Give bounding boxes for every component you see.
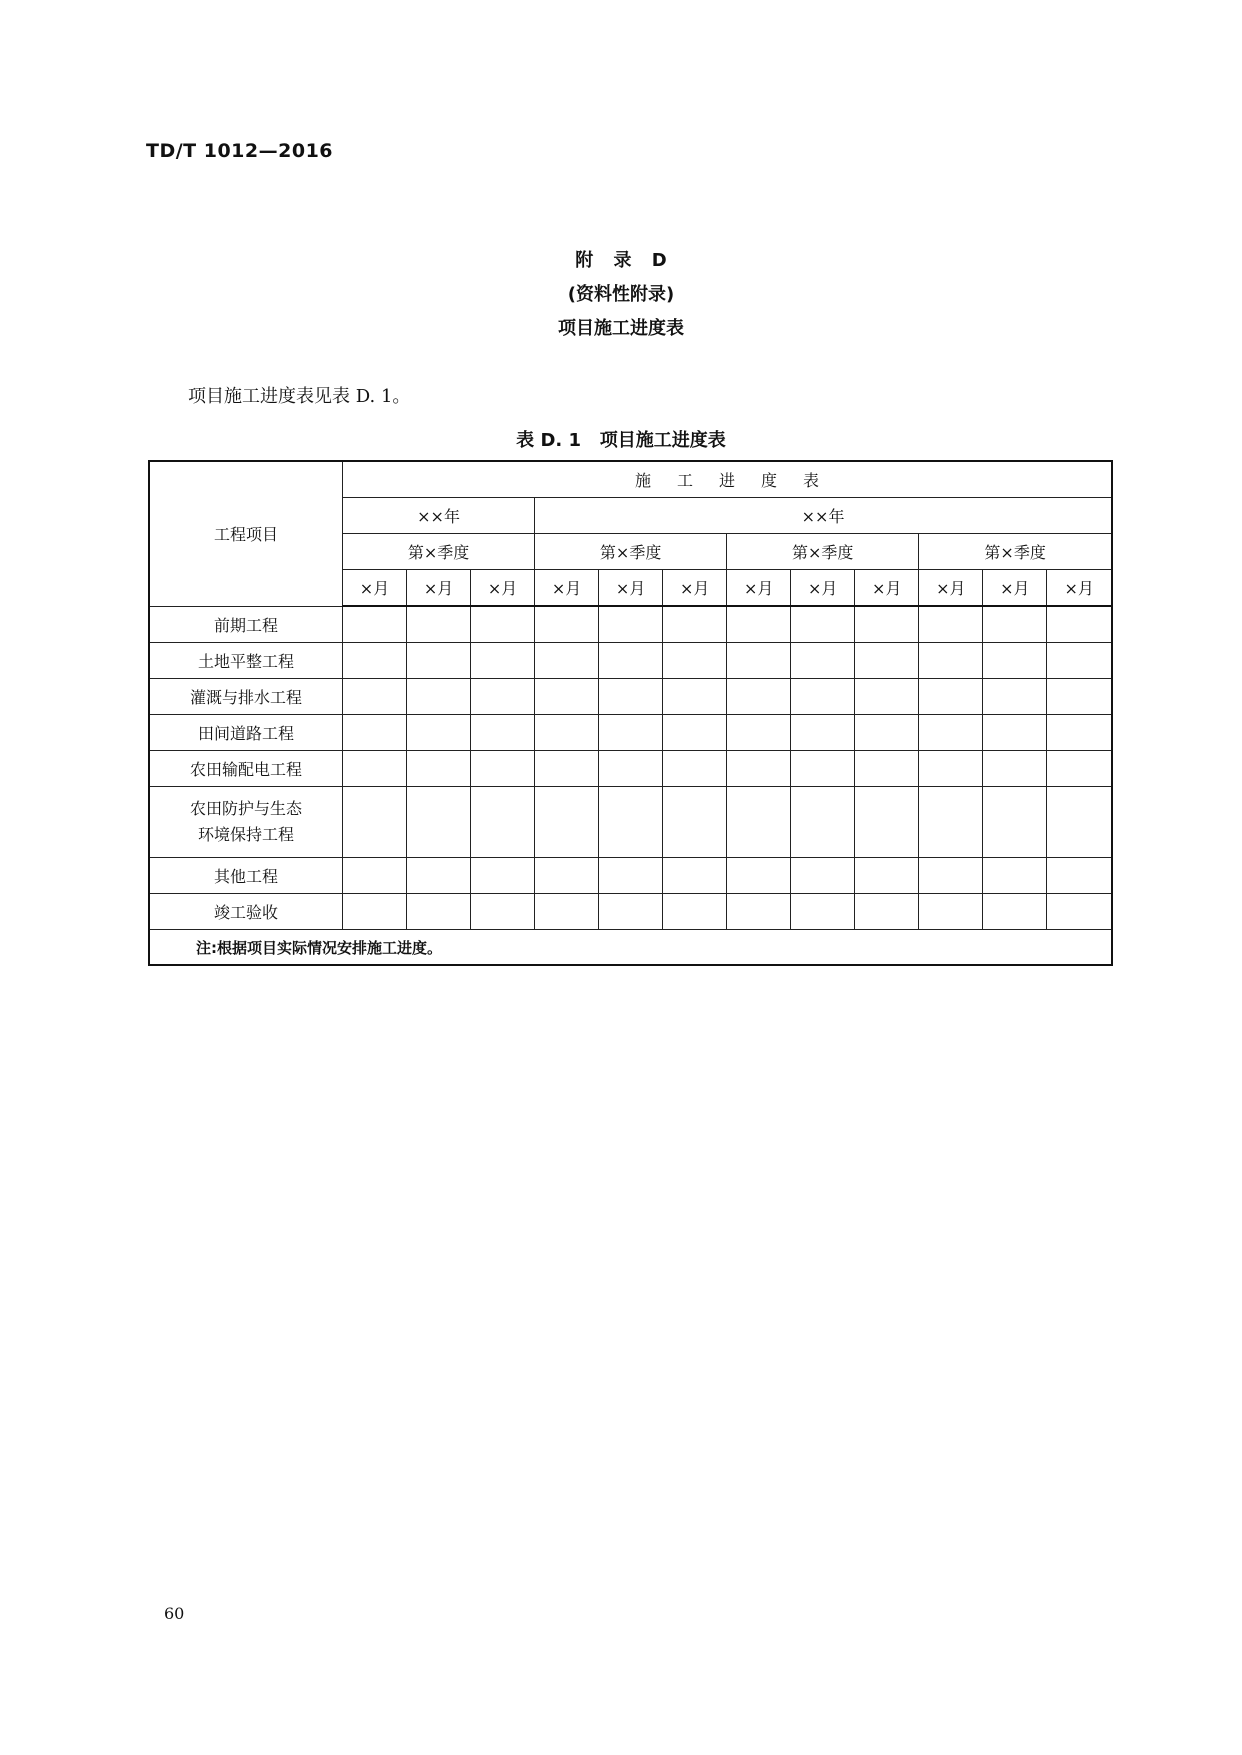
schedule-cell xyxy=(407,606,471,643)
schedule-cell xyxy=(407,643,471,679)
schedule-cell xyxy=(791,606,855,643)
schedule-cell xyxy=(727,787,791,858)
table-note: 注:根据项目实际情况安排施工进度。 xyxy=(149,930,1112,966)
schedule-cell xyxy=(727,894,791,930)
schedule-cell xyxy=(791,787,855,858)
schedule-cell xyxy=(855,858,919,894)
quarter-header: 第×季度 xyxy=(919,534,1112,570)
schedule-cell xyxy=(663,715,727,751)
schedule-cell xyxy=(343,787,407,858)
schedule-cell xyxy=(983,643,1047,679)
schedule-cell xyxy=(919,606,983,643)
schedule-cell xyxy=(535,643,599,679)
schedule-cell xyxy=(343,679,407,715)
schedule-cell xyxy=(343,751,407,787)
schedule-cell xyxy=(791,894,855,930)
schedule-cell xyxy=(855,894,919,930)
schedule-cell xyxy=(471,715,535,751)
schedule-cell xyxy=(471,858,535,894)
schedule-title: 施工进度表 xyxy=(634,471,845,490)
schedule-table xyxy=(148,460,1113,966)
schedule-cell xyxy=(791,858,855,894)
table-caption: 表 D. 1 项目施工进度表 xyxy=(516,430,726,451)
schedule-cell xyxy=(855,643,919,679)
schedule-cell xyxy=(855,606,919,643)
schedule-cell xyxy=(407,679,471,715)
schedule-cell xyxy=(1047,679,1112,715)
work-item-label xyxy=(149,715,343,751)
schedule-cell xyxy=(983,858,1047,894)
work-item-label xyxy=(149,894,343,930)
schedule-cell xyxy=(535,679,599,715)
schedule-cell xyxy=(471,643,535,679)
page-number: 60 xyxy=(164,1604,185,1623)
schedule-cell xyxy=(855,787,919,858)
work-item-line: 灌溉与排水工程 xyxy=(189,688,302,707)
schedule-cell xyxy=(599,751,663,787)
quarter-header: 第×季度 xyxy=(727,534,919,570)
schedule-cell xyxy=(535,858,599,894)
schedule-cell xyxy=(727,858,791,894)
quarter-header: 第×季度 xyxy=(343,534,535,570)
schedule-cell xyxy=(663,606,727,643)
schedule-cell xyxy=(855,751,919,787)
work-item-label xyxy=(149,751,343,787)
schedule-cell xyxy=(663,751,727,787)
schedule-cell xyxy=(855,679,919,715)
table-row xyxy=(149,715,1112,751)
schedule-cell xyxy=(663,894,727,930)
table-row xyxy=(149,858,1112,894)
schedule-cell xyxy=(407,715,471,751)
table-row xyxy=(149,606,1112,643)
year-header-2: ××年 xyxy=(535,498,1112,534)
schedule-cell xyxy=(1047,751,1112,787)
work-item-line: 农田输配电工程 xyxy=(189,760,302,779)
schedule-cell xyxy=(791,715,855,751)
schedule-cell xyxy=(983,606,1047,643)
schedule-cell xyxy=(535,787,599,858)
work-item-label xyxy=(149,643,343,679)
month-header: ×月 xyxy=(535,570,599,607)
schedule-cell xyxy=(983,751,1047,787)
table-row xyxy=(149,751,1112,787)
schedule-cell xyxy=(599,858,663,894)
schedule-cell xyxy=(343,643,407,679)
schedule-cell xyxy=(599,643,663,679)
month-header: ×月 xyxy=(407,570,471,607)
schedule-cell xyxy=(791,751,855,787)
schedule-cell xyxy=(471,679,535,715)
schedule-cell xyxy=(343,715,407,751)
appendix-heading xyxy=(0,244,1242,346)
month-header: ×月 xyxy=(1047,570,1112,607)
work-item-line: 田间道路工程 xyxy=(197,724,294,743)
table-row xyxy=(149,787,1112,858)
quarter-header: 第×季度 xyxy=(535,534,727,570)
schedule-cell xyxy=(983,679,1047,715)
table-body xyxy=(149,606,1112,930)
schedule-cell xyxy=(599,787,663,858)
schedule-cell xyxy=(535,894,599,930)
schedule-cell xyxy=(727,679,791,715)
schedule-cell xyxy=(471,894,535,930)
month-header: ×月 xyxy=(983,570,1047,607)
schedule-cell xyxy=(471,787,535,858)
work-item-line: 前期工程 xyxy=(213,615,278,635)
appendix-title: 附 录 D xyxy=(575,250,667,271)
schedule-cell xyxy=(663,643,727,679)
schedule-cell xyxy=(343,894,407,930)
table-row xyxy=(149,679,1112,715)
schedule-cell xyxy=(535,606,599,643)
schedule-cell xyxy=(663,679,727,715)
schedule-cell xyxy=(727,715,791,751)
schedule-cell xyxy=(1047,715,1112,751)
schedule-cell xyxy=(727,606,791,643)
schedule-cell xyxy=(919,679,983,715)
schedule-cell xyxy=(919,751,983,787)
work-item-label xyxy=(149,787,343,858)
schedule-cell xyxy=(407,894,471,930)
schedule-cell xyxy=(1047,606,1112,643)
month-header: ×月 xyxy=(471,570,535,607)
appendix-subtitle: (资料性附录) xyxy=(567,284,675,305)
schedule-cell xyxy=(663,787,727,858)
schedule-cell xyxy=(471,606,535,643)
month-header: ×月 xyxy=(855,570,919,607)
schedule-cell xyxy=(471,751,535,787)
schedule-cell xyxy=(855,715,919,751)
schedule-cell xyxy=(983,787,1047,858)
schedule-cell xyxy=(727,643,791,679)
appendix-name: 项目施工进度表 xyxy=(558,318,684,339)
schedule-cell xyxy=(727,751,791,787)
month-header: ×月 xyxy=(599,570,663,607)
work-item-label xyxy=(149,606,343,643)
work-item-line: 竣工验收 xyxy=(213,903,278,922)
schedule-cell xyxy=(407,751,471,787)
year-header-1: ××年 xyxy=(343,498,535,534)
schedule-cell xyxy=(1047,894,1112,930)
schedule-cell xyxy=(407,787,471,858)
schedule-cell xyxy=(919,787,983,858)
schedule-cell xyxy=(535,715,599,751)
schedule-cell xyxy=(791,679,855,715)
work-item-label xyxy=(149,858,343,894)
schedule-cell xyxy=(983,715,1047,751)
row-header-cell: 工程项目 xyxy=(149,461,343,606)
table-row xyxy=(149,894,1112,930)
month-header: ×月 xyxy=(791,570,855,607)
schedule-cell xyxy=(343,606,407,643)
month-header: ×月 xyxy=(919,570,983,607)
schedule-cell xyxy=(599,606,663,643)
schedule-cell xyxy=(663,858,727,894)
schedule-title-cell xyxy=(343,461,1113,498)
work-item-line: 其他工程 xyxy=(213,867,278,886)
work-item-label xyxy=(149,679,343,715)
schedule-cell xyxy=(1047,787,1112,858)
month-header: ×月 xyxy=(727,570,791,607)
schedule-cell xyxy=(343,858,407,894)
schedule-cell xyxy=(1047,858,1112,894)
intro-text: 项目施工进度表见表 D. 1。 xyxy=(188,386,411,407)
schedule-cell xyxy=(599,715,663,751)
schedule-cell xyxy=(599,894,663,930)
standard-code: TD/T 1012—2016 xyxy=(146,140,334,162)
month-header: ×月 xyxy=(663,570,727,607)
work-item-line: 土地平整工程 xyxy=(197,652,294,671)
schedule-cell xyxy=(1047,643,1112,679)
work-item-line: 农田防护与生态 xyxy=(189,799,302,818)
schedule-cell xyxy=(919,894,983,930)
schedule-cell xyxy=(535,751,599,787)
table-row xyxy=(149,643,1112,679)
schedule-cell xyxy=(791,643,855,679)
schedule-cell xyxy=(919,858,983,894)
schedule-cell xyxy=(919,715,983,751)
schedule-cell xyxy=(599,679,663,715)
schedule-cell xyxy=(919,643,983,679)
month-header: ×月 xyxy=(343,570,407,607)
work-item-line: 环境保持工程 xyxy=(197,825,294,844)
schedule-cell xyxy=(407,858,471,894)
schedule-cell xyxy=(983,894,1047,930)
